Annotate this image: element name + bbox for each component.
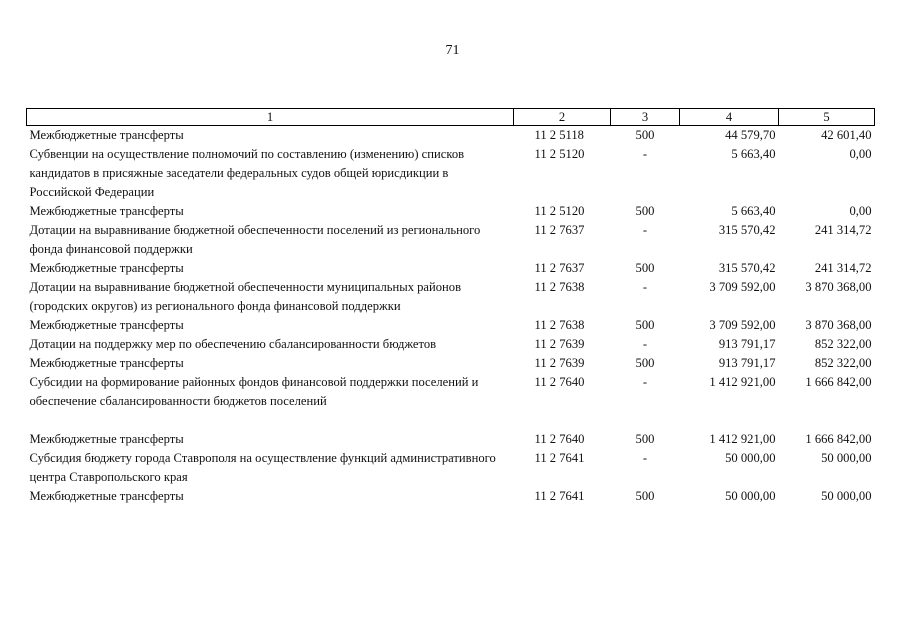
row-code: 11 2 5118 [534,128,584,142]
row-name: Субвенции на осуществление полномочий по составлению (изменению) списков кандидатов в присяжные заседатели федеральных судов общей юрисдикции в Российской Федерации [29,147,465,199]
row-value-col5: 852 322,00 [814,337,872,351]
row-value-col4: 3 709 592,00 [709,280,776,294]
table-row [27,373,875,430]
table-row [27,202,875,221]
table-row [27,449,875,487]
row-value-col4: 5 663,40 [731,147,776,161]
row-code: 11 2 5120 [534,147,585,161]
row-value-col5: 1 666 842,00 [805,375,872,389]
row-value-col5: 3 870 368,00 [805,318,872,332]
row-value-col5: 50 000,00 [821,451,872,465]
table-body [27,126,875,507]
table-row [27,126,875,146]
row-name: Межбюджетные трансферты [29,318,184,332]
row-expense-type: - [642,280,648,294]
row-expense-type: - [642,147,648,161]
table-row [27,335,875,354]
table-row [27,316,875,335]
row-value-col4: 913 791,17 [718,356,776,370]
table-row [27,354,875,373]
row-name: Дотации на поддержку мер по обеспечению сбалансированности бюджетов [29,337,437,351]
column-header-2: 2 [514,109,611,126]
row-expense-type: 500 [635,432,655,446]
budget-table [26,108,875,506]
row-name: Дотации на выравнивание бюджетной обеспеченности муниципальных районов (городских округов) из регионального фонда финансовой поддержки [29,280,462,313]
row-value-col5: 241 314,72 [814,261,872,275]
row-value-col4: 913 791,17 [718,337,776,351]
header-row [27,109,875,126]
row-value-col4: 44 579,70 [725,128,776,142]
row-value-col4: 1 412 921,00 [709,375,776,389]
row-name: Межбюджетные трансферты [29,356,184,370]
row-name: Межбюджетные трансферты [29,261,184,275]
row-code: 11 2 7639 [534,356,585,370]
column-header-5: 5 [779,109,875,126]
table-row [27,259,875,278]
column-header-3: 3 [611,109,680,126]
row-expense-type: - [642,451,648,465]
row-expense-type: 500 [635,489,655,503]
table-row [27,145,875,202]
row-code: 11 2 7637 [534,223,585,237]
row-code: 11 2 7639 [534,337,585,351]
row-expense-type: 500 [635,261,655,275]
row-name: Субсидия бюджету города Ставрополя на осуществление функций административного центра Ставропольского края [29,451,496,484]
row-expense-type: - [642,223,648,237]
row-value-col5: 50 000,00 [821,489,872,503]
column-header-1: 1 [27,109,514,126]
row-code: 11 2 7641 [534,451,585,465]
row-value-col5: 0,00 [849,204,872,218]
row-code: 11 2 7640 [534,375,585,389]
row-value-col4: 5 663,40 [731,204,776,218]
row-value-col5: 1 666 842,00 [805,432,872,446]
row-code: 11 2 7638 [534,318,585,332]
row-name: Межбюджетные трансферты [29,128,184,142]
row-code: 11 2 5120 [534,204,585,218]
table-row [27,430,875,449]
row-expense-type: - [642,337,648,351]
column-header-4: 4 [680,109,779,126]
row-value-col4: 50 000,00 [725,489,776,503]
row-code: 11 2 7637 [534,261,585,275]
table-row [27,278,875,316]
row-value-col4: 50 000,00 [725,451,776,465]
row-expense-type: - [642,375,648,389]
row-value-col4: 1 412 921,00 [709,432,776,446]
table-row [27,487,875,506]
row-name: Субсидии на формирование районных фондов финансовой поддержки поселений и обеспечение сбалансированности бюджетов поселений [29,375,479,408]
row-value-col4: 315 570,42 [718,261,776,275]
row-code: 11 2 7638 [534,280,585,294]
row-name: Межбюджетные трансферты [29,432,184,446]
row-value-col5: 42 601,40 [821,128,872,142]
row-name: Межбюджетные трансферты [29,489,184,503]
row-value-col5: 852 322,00 [814,356,872,370]
row-value-col4: 315 570,42 [718,223,776,237]
row-name: Дотации на выравнивание бюджетной обеспеченности поселений из регионального фонда финансовой поддержки [29,223,481,256]
row-code: 11 2 7641 [534,489,585,503]
table-row [27,221,875,259]
row-expense-type: 500 [635,318,655,332]
row-value-col5: 0,00 [849,147,872,161]
row-value-col5: 241 314,72 [814,223,872,237]
row-expense-type: 500 [635,204,655,218]
page-number: 71 [445,43,460,58]
row-value-col4: 3 709 592,00 [709,318,776,332]
row-name: Межбюджетные трансферты [29,204,184,218]
row-value-col5: 3 870 368,00 [805,280,872,294]
row-expense-type: 500 [635,356,655,370]
row-expense-type: 500 [635,128,655,142]
row-code: 11 2 7640 [534,432,585,446]
